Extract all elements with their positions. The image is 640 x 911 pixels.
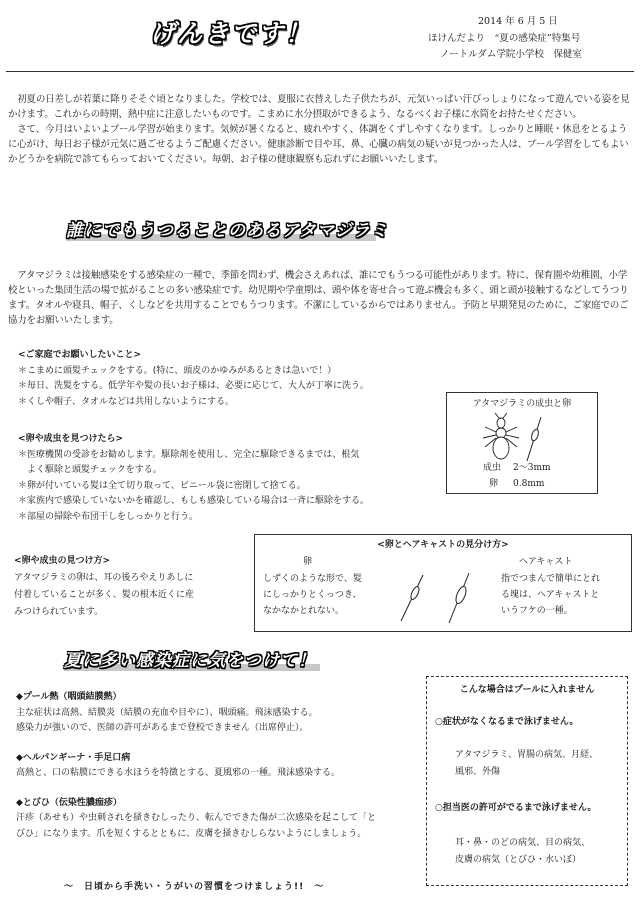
disease-title-pool-fever: ◆プール熱（咽頭結膜熱） [16, 692, 122, 702]
disease-line: 主な症状は高熱、結膜炎（結膜の充血や目やに）、咽頭痛。飛沫感染する。 [16, 707, 318, 718]
lice-heading: 誰にでもうつることのあるアタマジラミ [66, 221, 389, 241]
adult-label: 成虫 [483, 463, 502, 473]
disease-line: びひ」になります。爪を短くするとともに、皮膚を掻きむしらないようにしましょう。 [16, 828, 367, 839]
compare-title: <卵とヘアキャストの見分け方> [377, 540, 509, 550]
haircast-description [501, 571, 600, 619]
how-line: アタマジラミの卵は、耳の後ろやえりあしに [14, 572, 194, 583]
egg-size: 0.8mm [513, 479, 545, 489]
when-found [18, 432, 438, 525]
school-name: ノートルダム学院小学校 保健室 [440, 49, 582, 60]
pool-list-line: アタマジラミ、胃腸の病気、月経、 [455, 750, 599, 760]
handwashing-reminder: ～ 日頃から手洗い・うがいの習慣をつけましょう!! ～ [64, 882, 325, 892]
intro-paragraph-1: 初夏の日差しが若葉に降りそそぐ頃となりました。学校では、夏服に衣替えした子供たちが、元気いっぱい汗びっしょりになって遊んでいる姿を見かけます。これからの時期、熱中症に注意したいものです。こまめに水分摂取ができるよう、なるべくお子様に水筒をお持たせください。 [8, 94, 630, 120]
intro-text [8, 92, 632, 167]
pool-list-line: 風邪、外傷 [455, 767, 501, 777]
disease-line: 高熱と、口の粘膜にできる水ほうを特徴とする、夏風邪の一種。飛沫感染する。 [16, 768, 341, 778]
home-requests-title: <ご家庭でお願いしたいこと> [18, 350, 142, 360]
lice-body [8, 268, 632, 328]
header-divider [6, 71, 634, 72]
found-item: ＊医療機関の受診をお勧めします。駆除剤を使用し、完全に駆除できるまでは、根気 [18, 449, 360, 460]
found-item: ＊卵が付いている髪は全て切り取って、ビニール袋に密閉して捨てる。 [18, 480, 306, 491]
pool-condition-1: ○症状がなくなるまで泳げません。 [435, 717, 579, 727]
egg-description [263, 571, 362, 619]
lice-figure-box [446, 392, 598, 494]
how-line: みつけられています。 [14, 606, 104, 617]
home-item: ＊くしや帽子、タオルなどは共用しないようにする。 [18, 396, 235, 407]
haircast-line: いうフケの一種。 [501, 606, 573, 616]
pool-condition-2: ○担当医の許可がでるまで泳げません。 [435, 803, 597, 813]
disease-line: 感染力が強いので、医師の許可があるまで登校できません（出席停止）。 [16, 723, 309, 733]
newsletter-name: ほけんだより “夏の感染症”特集号 [428, 33, 581, 44]
home-item: ＊毎日、洗髪をする。低学年や髪の長いお子様は、必要に応じて、大人が丁寧に洗う。 [18, 381, 369, 391]
found-item: よく駆除と頭髪チェックをする。 [18, 465, 162, 475]
issue-date: 2014 年 6 月 5 日 [478, 16, 558, 27]
pool-restriction-box [426, 676, 628, 886]
pool-condition-1-list [455, 747, 598, 781]
home-item: ＊こまめに頭髪チェックをする。(特に、頭皮のかゆみがあるときは急いで！） [18, 365, 337, 376]
pool-box-title: こんな場合はプールに入れません [459, 685, 595, 695]
disease-line: 汗疹（あせも）や虫刺されを掻きむしったり、転んでできた傷が二次感染を起こして「と [16, 813, 377, 823]
egg-line: なかなかとれない。 [263, 606, 345, 616]
egg-on-hair-illustration [397, 571, 487, 625]
egg-line: にしっかりとくっつき、 [263, 590, 362, 600]
pool-condition-2-list [455, 835, 590, 869]
egg-label: 卵 [489, 479, 499, 489]
how-to-find [14, 554, 250, 621]
haircast-line: 指でつまんで簡単にとれ [501, 574, 601, 584]
how-line: 付着していることが多く、髪の根本近くに産 [14, 589, 194, 600]
lice-body-text: アタマジラミは接触感染をする感染症の一種で、季節を問わず、機会さえあれば、誰にでもうつる可能性があります。特に、保育園や幼稚園、小学校といった集団生活の場で拡がることの多い感染症です。幼児期や学童期は、頭や体を寄せ合って遊ぶ機会も多く、頭と頭が接触するなどしてうつります。タオルや寝具、帽子、くしなどを共用することでもうつります。不潔にしているからではありません。予防と早期発見のために、ご家庭でのご協力をお願いいたします。 [8, 270, 629, 326]
disease-title-impetigo: ◆とびひ（伝染性膿痂疹） [16, 797, 122, 808]
found-item: ＊家族内で感染していないかを確認し、もしも感染している場合は一斉に駆除をする。 [18, 496, 370, 506]
haircast-line: る塊は、ヘアキャストと [501, 590, 600, 600]
egg-vs-haircast-box [254, 534, 632, 632]
egg-heading: 卵 [303, 557, 313, 567]
louse-illustration [475, 413, 555, 463]
lice-figure-title: アタマジラミの成虫と卵 [472, 399, 572, 409]
how-to-find-title: <卵や成虫の見つけ方> [14, 556, 111, 566]
pool-list-line: 皮膚の病気（とびひ・水いぼ） [455, 855, 582, 865]
egg-line: しずくのような形で、髪 [263, 574, 362, 584]
pool-list-line: 耳・鼻・のどの病気、目の病気、 [455, 838, 591, 848]
found-item: ＊部屋の掃除や布団干しをしっかりと行う。 [18, 511, 199, 522]
summer-diseases [16, 690, 416, 842]
newsletter-title: げんきです！ [150, 19, 313, 48]
home-requests [18, 348, 438, 410]
intro-paragraph-2: さて、今月はいよいよプール学習が始まります。気候が暑くなると、疲れやすく、体調をくずしやすくなります。しっかりと睡眠・休息をとるように心がけ、毎日お子様が元気に過ごせるようご配慮ください。健康診断で目や耳、鼻、心臓の病気の疑いが見つかった人は、プール学習をしてもよいかどうかを病院で診てもらっておいてください。毎朝、お子様の健康観察も忘れずにお願いいたします。 [8, 124, 629, 165]
disease-title-herpangina: ◆ヘルパンギーナ・手足口病 [16, 752, 131, 763]
adult-size: 2～3mm [513, 463, 551, 473]
summer-heading: 夏に多い感染症に気をつけて！ [64, 651, 316, 671]
when-found-title: <卵や成虫を見つけたら> [18, 434, 124, 444]
haircast-heading: ヘアキャスト [519, 557, 573, 567]
